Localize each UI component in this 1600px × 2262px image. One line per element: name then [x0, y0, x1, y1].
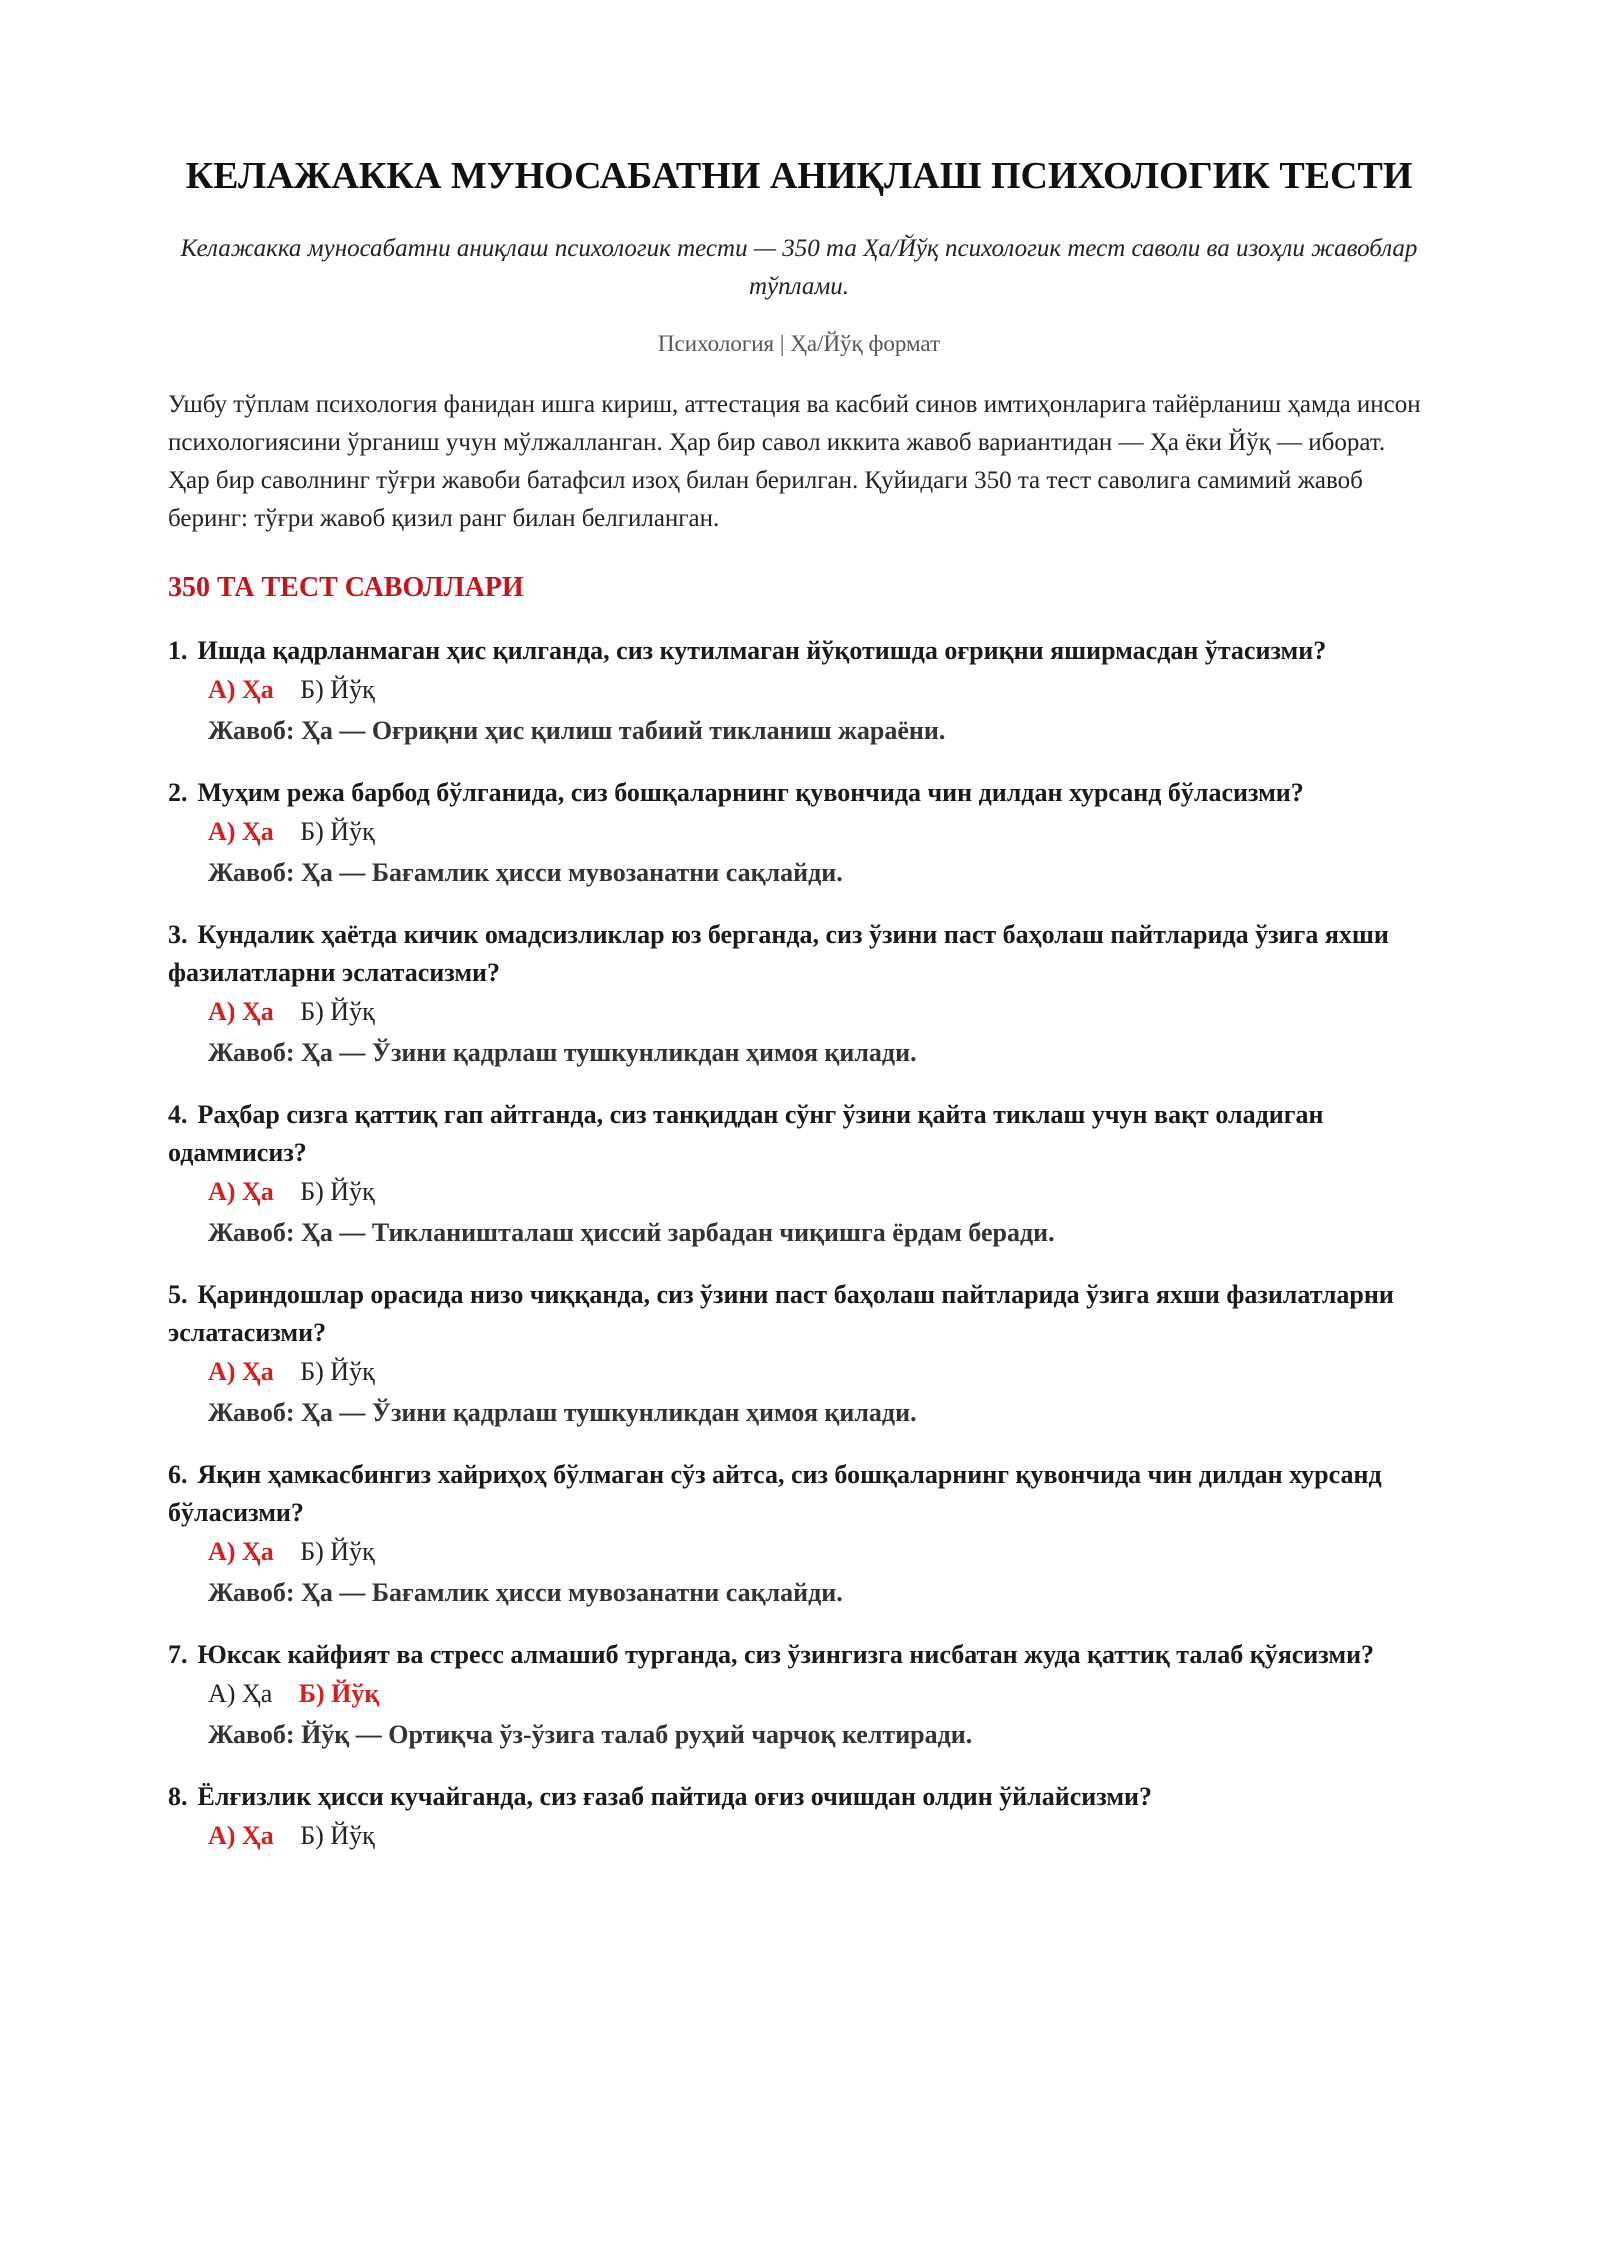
question-number: 3.: [168, 920, 188, 949]
question-text: Юксак кайфият ва стресс алмашиб турганда, сиз ўзингизга нисбатан жуда қаттиқ талаб қўясизми?: [197, 1640, 1375, 1669]
question-text-row: [168, 774, 1430, 812]
question-item: [168, 1636, 1430, 1756]
question-item: [168, 1778, 1430, 1856]
answer-explanation: Жавоб: Ҳа — Ўзини қадрлаш тушкунликдан ҳимоя қилади.: [208, 1038, 917, 1067]
answer-options: [168, 670, 1430, 710]
option-b[interactable]: Б) Йўқ: [300, 997, 375, 1026]
option-a[interactable]: А) Ҳа: [208, 997, 274, 1026]
question-item: [168, 774, 1430, 894]
question-item: [168, 916, 1430, 1074]
question-text: Раҳбар сизга қаттиқ гап айтганда, сиз танқиддан сўнг ўзини қайта тиклаш учун вақт оладиган одаммисиз?: [168, 1100, 1324, 1167]
option-a[interactable]: А) Ҳа: [208, 1679, 273, 1708]
question-item: [168, 1456, 1430, 1614]
answer-options: [168, 812, 1430, 852]
intro-paragraph: Ушбу тўплам психология фанидан ишга кириш, аттестация ва касбий синов имтиҳонларига тайёрланиш ҳамда инсон психологиясини ўрганиш учун мўлжалланган. Ҳар бир савол иккита жавоб вариантидан — Ҳа ёки Йўқ — иборат. Ҳар бир саволнинг тўғри жавоби батафсил изоҳ билан берилган. Қуйидаги 350 та тест саволига самимий жавоб беринг: тўғри жавоб қизил ранг билан белгиланган.: [168, 391, 1421, 532]
question-list: [168, 632, 1430, 1856]
question-text-row: [168, 916, 1430, 992]
question-text-row: [168, 632, 1430, 670]
document-title: КЕЛАЖАККА МУНОСАБАТНИ АНИҚЛАШ ПСИХОЛОГИК ТЕСТИ: [185, 155, 1413, 197]
answer-explanation: Жавоб: Ҳа — Оғриқни ҳис қилиш табиий тикланиш жараёни.: [208, 716, 946, 745]
option-b[interactable]: Б) Йўқ: [300, 817, 375, 846]
question-number: 6.: [168, 1460, 188, 1489]
question-number: 7.: [168, 1640, 188, 1669]
option-a[interactable]: А) Ҳа: [208, 1821, 274, 1850]
question-text-row: [168, 1778, 1430, 1816]
option-b[interactable]: Б) Йўқ: [300, 1177, 375, 1206]
document-subtitle: Келажакка муносабатни аниқлаш психологик тести — 350 та Ҳа/Йўқ психологик тест саволи ва изоҳли жавоблар тўплами.: [180, 235, 1418, 300]
option-a[interactable]: А) Ҳа: [208, 817, 274, 846]
option-b[interactable]: Б) Йўқ: [298, 1679, 380, 1708]
option-b[interactable]: Б) Йўқ: [300, 1537, 375, 1566]
question-number: 2.: [168, 778, 188, 807]
question-text: Кундалик ҳаётда кичик омадсизликлар юз берганда, сиз ўзини паст баҳолаш пайтларида ўзига яхши фазилатларни эслатасизми?: [168, 920, 1389, 987]
answer-options: [168, 1816, 1430, 1856]
question-number: 8.: [168, 1782, 188, 1811]
document-meta: Психология | Ҳа/Йўқ формат: [657, 331, 941, 356]
option-b[interactable]: Б) Йўқ: [300, 675, 375, 704]
answer-options: [168, 1352, 1430, 1392]
answer-explanation: Жавоб: Ҳа — Бағамлик ҳисси мувозанатни сақлайди.: [208, 858, 843, 887]
question-number: 5.: [168, 1280, 188, 1309]
question-text: Ёлғизлик ҳисси кучайганда, сиз ғазаб пайтида оғиз очишдан олдин ўйлайсизми?: [197, 1782, 1153, 1811]
question-text-row: [168, 1456, 1430, 1532]
question-text: Яқин ҳамкасбингиз хайриҳоҳ бўлмаган сўз айтса, сиз бошқаларнинг қувончида чин дилдан хурсанд бўласизми?: [168, 1460, 1382, 1527]
answer-explanation: Жавоб: Ҳа — Ўзини қадрлаш тушкунликдан ҳимоя қилади.: [208, 1398, 917, 1427]
option-a[interactable]: А) Ҳа: [208, 1357, 274, 1386]
question-item: [168, 632, 1430, 752]
option-a[interactable]: А) Ҳа: [208, 675, 274, 704]
answer-explanation: Жавоб: Йўқ — Ортиқча ўз-ўзига талаб руҳий чарчоқ келтиради.: [208, 1720, 973, 1749]
option-a[interactable]: А) Ҳа: [208, 1177, 274, 1206]
section-title: 350 ТА ТЕСТ САВОЛЛАРИ: [168, 572, 524, 603]
question-text-row: [168, 1276, 1430, 1352]
question-number: 1.: [168, 636, 188, 665]
question-item: [168, 1276, 1430, 1434]
question-item: [168, 1096, 1430, 1254]
document-page: [168, 150, 1430, 1878]
question-text-row: [168, 1096, 1430, 1172]
question-text-row: [168, 1636, 1430, 1674]
question-number: 4.: [168, 1100, 188, 1129]
question-text: Қариндошлар орасида низо чиққанда, сиз ўзини паст баҳолаш пайтларида ўзига яхши фазилатларни эслатасизми?: [168, 1280, 1394, 1347]
option-b[interactable]: Б) Йўқ: [300, 1357, 375, 1386]
answer-options: [168, 1674, 1430, 1714]
answer-explanation: Жавоб: Ҳа — Тикланишталаш ҳиссий зарбадан чиқишга ёрдам беради.: [208, 1218, 1055, 1247]
question-text: Ишда қадрланмаган ҳис қилганда, сиз кутилмаган йўқотишда оғриқни яширмасдан ўтасизми?: [197, 636, 1327, 665]
question-text: Муҳим режа барбод бўлганида, сиз бошқаларнинг қувончида чин дилдан хурсанд бўласизми?: [197, 778, 1304, 807]
answer-options: [168, 1172, 1430, 1212]
option-b[interactable]: Б) Йўқ: [300, 1821, 375, 1850]
answer-options: [168, 1532, 1430, 1572]
answer-options: [168, 992, 1430, 1032]
answer-explanation: Жавоб: Ҳа — Бағамлик ҳисси мувозанатни сақлайди.: [208, 1578, 843, 1607]
option-a[interactable]: А) Ҳа: [208, 1537, 274, 1566]
